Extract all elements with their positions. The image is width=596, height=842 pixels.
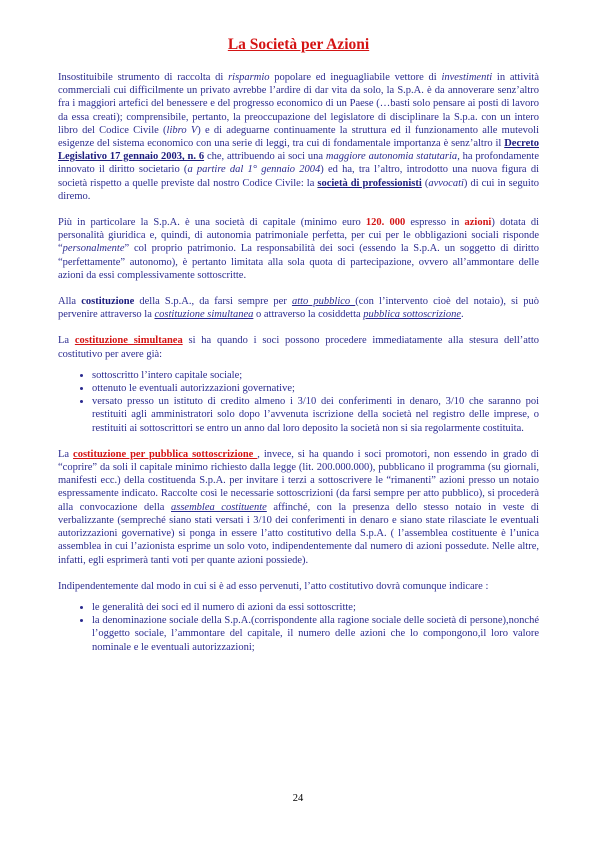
list-item: • la denominazione sociale della S.p.A.(corrispondente alla ragione sociale delle società di persone),nonché l’oggetto sociale, l’ammontare del capitale, il numero delle azioni che lo compongono,il loro valore nominale e le eventuali autorizzazioni;: [92, 614, 539, 654]
text-italic: a partire dal 1° gennaio 2004: [187, 164, 321, 176]
text-italic: investimenti: [441, 72, 493, 83]
list-item: • versato presso un istituto di credito almeno i 3/10 dei conferimenti in denaro, 3/10 che saranno poi restituiti agli amministratori solo dopo l’avvenuta iscrizione della società nel registro delle imprese, o restituiti ai sottoscrittori se entro un anno dal loro deposito la società non si sia regolarmente costituita.: [92, 395, 539, 435]
paragraph-simultanea: [58, 334, 539, 360]
text: Alla: [58, 296, 82, 308]
decree-reference: Decreto Legislativo 17 gennaio 2003, n. 6: [58, 138, 539, 163]
text: ) ed ha, tra l’altro, introdotto una nuova figura di società rispetto a quelle previste dal nostro Codice Civile: la: [58, 164, 539, 189]
paragraph-capital: [58, 216, 539, 282]
minimum-capital: 120. 000: [365, 217, 406, 229]
term-assemblea-costituente: assemblea costituente: [170, 501, 267, 513]
list-requisiti: [58, 369, 539, 435]
document-body: [58, 36, 539, 667]
paragraph-pubblica-sottoscrizione: [58, 448, 539, 567]
term-costituzione: costituzione: [81, 296, 135, 308]
text: ) e di adeguarne continuamente la struttura ed il funzionamento alle mutevoli esigenze del sistema economico con una serie di leggi, tra cui di fondamentale importanza è senz’altro il: [58, 124, 539, 150]
text-italic: maggiore autonomia statutaria: [325, 151, 458, 163]
text: Insostituibile strumento di raccolta di: [58, 72, 229, 83]
text: La: [58, 335, 75, 347]
list-item: • ottenuto le eventuali autorizzazioni governative;: [92, 382, 539, 395]
text-italic: risparmio: [228, 72, 270, 83]
text: in attività commerciali cui difficilmente un privato avrebbe l’ardire di dar vita da solo, la S.p.A. è da annoverare senz’altro fra i maggiori artefici del benessere e del progresso economico di un Paese (…basti solo pensare ai posti di lavoro da essa creati); comprensibile, pertanto, la preoccupazione del legislatore di disciplinare la S.p.a. con un intero libro del Codice Civile (: [58, 72, 539, 136]
heading-pubblica-sottoscrizione: costituzione per pubblica sottoscrizione: [73, 448, 258, 460]
text: ” col proprio patrimonio. La responsabilità dei soci (essendo la S.p.A. un soggetto di diritto “perfettamente” autonomo), è pertanto limitata alla sola quota di partecipazione, ovvero all’ammontare delle azioni da essi complessivamente sottoscritte.: [58, 243, 539, 281]
term-atto-pubblico: atto pubblico: [291, 296, 356, 308]
paragraph-intro: [58, 71, 539, 203]
text: ) di cui in seguito diremo.: [58, 177, 539, 202]
text: ) dotata di personalità giuridica e, quindi, di autonomia patrimoniale perfetta, per cui per le obbligazioni sociali risponde “: [58, 217, 540, 255]
list-atto-costitutivo: [58, 601, 539, 654]
text: (: [421, 177, 429, 189]
list-item: • le generalità dei soci ed il numero di azioni da essi sottoscritte;: [92, 601, 539, 614]
text-italic: libro V: [166, 124, 198, 136]
paragraph-costituzione: [58, 295, 539, 321]
text: popolare ed ineguagliabile vettore di: [269, 72, 442, 83]
text: che, attribuendo ai soci una: [204, 151, 326, 163]
term-pubblica-sottoscrizione: pubblica sottoscrizione: [363, 309, 462, 321]
text-italic: avvocati: [428, 177, 464, 189]
text: La: [58, 448, 74, 460]
heading-costituzione-simultanea: costituzione simultanea: [74, 335, 183, 347]
text: della S.p.A., da farsi sempre per: [134, 296, 292, 308]
list-item: • sottoscritto l’intero capitale sociale;: [92, 369, 539, 382]
text: affinché, con la presenza dello stesso notaio in veste di verbalizzante (sempreché siano stati versati i 3/10 dei conferimenti in denaro e siano state rilasciate le eventuali autorizzazioni governative) si ponga in essere l’atto costitutivo della S.p.A. ( l’assemblea costituente è l’unica assemblea in cui l’azionista esprime un solo voto, indipendentemente dal numero di azioni possedute. Nelle altre, infatti, egli esprimerà tanti voti per quante azioni possiede).: [58, 501, 540, 566]
text: .: [461, 309, 464, 321]
text-italic: personalmente: [62, 243, 125, 255]
text: si ha quando i soci possono procedere immediatamente alla stesura dell’atto costitutivo per avere già:: [58, 335, 540, 360]
text: , ha profondamente innovato il diritto societario (: [58, 151, 539, 176]
term-costituzione-simultanea: costituzione simultanea: [154, 309, 254, 321]
text: (con l’intervento cioè del notaio), si può pervenire attraverso la: [58, 296, 540, 321]
paragraph-atto-costitutivo: Indipendentemente dal modo in cui si è ad esso pervenuti, l’atto costitutivo dovrà comunque indicare :: [58, 580, 489, 592]
text: espresso in: [405, 217, 465, 229]
text: , invece, si ha quando i soci promotori, non essendo in grado di “coprire” da soli il capitale minimo richiesto dalla legge (lit. 200.000.000), pubblicano il programma (su giornali, manifesti ecc.) della costituenda S.p.A. per invitare i terzi a sottoscrivere le “rimanenti” azioni presso un notaio espressamente indicato. Raccolte così le necessarie sottoscrizioni (da farsi sempre per atto pubblico), si procederà alla convocazione della: [58, 448, 539, 513]
page-number: 24: [292, 793, 304, 804]
term-azioni: azioni: [464, 217, 492, 229]
text: o attraverso la cosiddetta: [253, 309, 364, 321]
text: Più in particolare la S.p.A. è una società di capitale (minimo euro: [58, 217, 366, 229]
term-societa-professionisti: società di professionisti: [317, 177, 422, 189]
page-title: La Società per Azioni: [227, 36, 370, 53]
